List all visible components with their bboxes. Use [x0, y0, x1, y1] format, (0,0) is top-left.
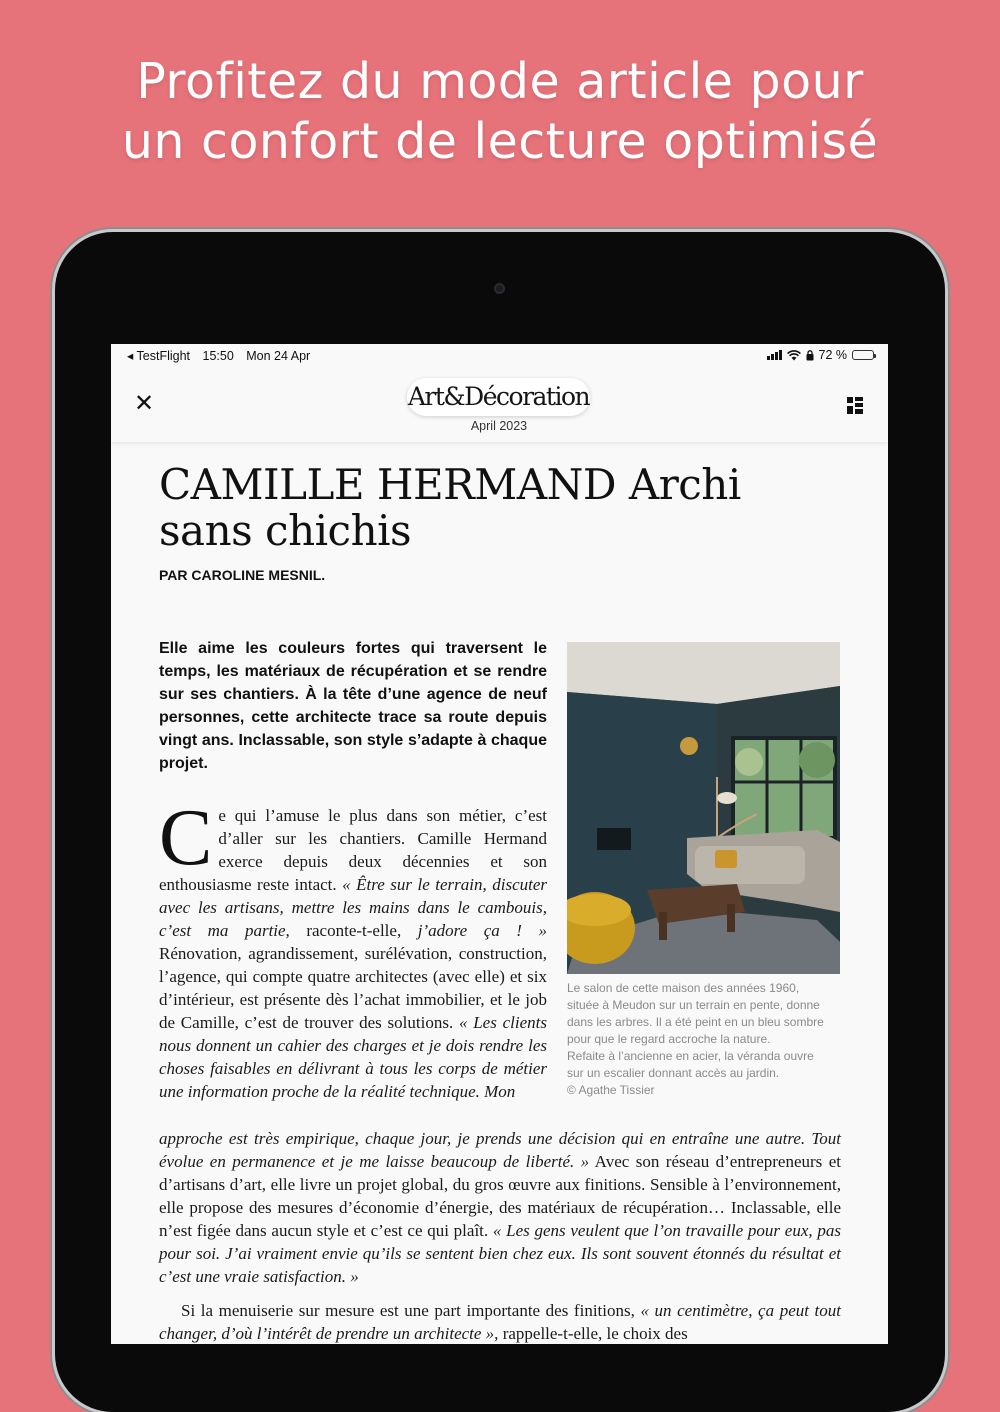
tablet-screen [111, 344, 888, 1344]
status-date: Mon 24 Apr [246, 349, 311, 363]
article-body-continuation [159, 1127, 841, 1288]
close-icon[interactable]: ✕ [133, 389, 155, 417]
body-quote: j’adore ça ! » [417, 921, 547, 940]
caption-line: Le salon de cette maison des années 1960, [567, 981, 800, 995]
caption-line: sur un escalier donnant accès au jardin. [567, 1066, 780, 1080]
living-room-illustration [567, 642, 840, 974]
status-time: 15:50 [202, 349, 234, 363]
body-text: Avec son réseau d’entrepreneurs et d’artisans d’art, elle livre un projet global, du gros œuvre aux finitions. Sensible à l’environnement, elle propose des mesures d’économie d’énergie, des matériaux de récupération… Inclassable, elle n’est figée dans aucun style et c’est ce qui plaît. [159, 1152, 841, 1240]
article-body-paragraph [159, 1299, 841, 1344]
orientation-lock-icon [806, 350, 814, 361]
article-lead: Elle aime les couleurs fortes qui traversent le temps, les matériaux de récupération et se rendre sur ses chantiers. À la tête d’une agence de neuf personnes, cette architecte trace sa route depuis vingt ans. Inclassable, son style s’adapte à chaque projet. [159, 640, 547, 772]
promo-headline [0, 52, 1000, 172]
body-quote: « un centimètre, ça peut tout changer, d’où l’intérêt de prendre un architecte », [159, 1301, 841, 1343]
body-quote: « Être sur le terrain, discuter avec les artisans, mettre les mains dans le cambouis, c’est ma partie, [159, 875, 548, 940]
photo-credit: © Agathe Tissier [567, 1083, 655, 1097]
battery-percentage: 72 % [818, 348, 847, 362]
article-byline: PAR CAROLINE MESNIL. [159, 567, 326, 583]
caption-line: pour que le regard accroche la nature. [567, 1032, 771, 1046]
caption-line: Refaite à l’ancienne en acier, la véranda ouvre [567, 1049, 814, 1063]
body-text: rappelle-t-elle, le choix des [498, 1324, 688, 1343]
article-header [159, 462, 841, 583]
reader-header [111, 366, 888, 442]
magazine-logo[interactable]: Art&Décoration [407, 378, 590, 416]
body-text: e qui l’amuse le plus dans son métier, c’est d’aller sur les chantiers. Camille Hermand exerce depuis deux décennies et son enthousiasme reste intact. [159, 806, 547, 894]
body-quote: « Les clients nous donnent un cahier des charges et je dois rendre les choses faisables en délivrant à tous les corps de métier une information proche de la réalité technique. Mon [159, 1013, 547, 1101]
caption-line: dans les arbres. Il a été peint en un bleu sombre [567, 1015, 824, 1029]
wifi-icon [787, 350, 801, 361]
article-title [159, 462, 841, 554]
body-quote: approche est très empirique, chaque jour, je prends une décision qui en entraîne une autre. Tout évolue en permanence et je me laisse beaucoup de liberté. » [159, 1129, 841, 1171]
article-figure [567, 642, 840, 1099]
back-to-testflight-link[interactable]: ◂ TestFlight [127, 349, 191, 363]
promo-line-2: un confort de lecture optimisé [121, 113, 879, 170]
photo-caption [567, 980, 840, 1099]
grid-list-icon[interactable] [847, 397, 863, 414]
front-camera [494, 283, 505, 294]
article-body-column [159, 794, 548, 1103]
drop-cap: C [159, 794, 213, 882]
status-bar [111, 344, 888, 366]
body-quote: « Les gens veulent que l’on travaille pour eux, pas pour soi. J’ai vraiment envie qu’ils se sentent bien chez eux. Ils sont souvent étonnés du résultat et c’est une vraie satisfaction. » [159, 1221, 841, 1286]
battery-icon [852, 350, 874, 360]
issue-date: April 2023 [470, 419, 528, 433]
promo-line-1: Profitez du mode article pour [136, 53, 864, 110]
living-room-photo[interactable] [567, 642, 840, 974]
body-text: Si la menuiserie sur mesure est une part importante des finitions, [181, 1301, 641, 1320]
article-title-line-2: sans chichis [159, 506, 412, 555]
body-text: raconte-t-elle, [289, 921, 418, 940]
article-title-line-1: CAMILLE HERMAND Archi [159, 460, 741, 509]
cellular-signal-icon [767, 350, 782, 360]
tablet-frame [55, 232, 945, 1412]
body-text: Rénovation, agrandissement, surélévation, construction, l’agence, qui compte quatre architectes (avec elle) et six d’intérieur, est présente dès l’achat immobilier, et le job de Camille, c’est de trouver des solutions. [159, 944, 547, 1032]
caption-line: située à Meudon sur un terrain en pente, donne [567, 998, 820, 1012]
